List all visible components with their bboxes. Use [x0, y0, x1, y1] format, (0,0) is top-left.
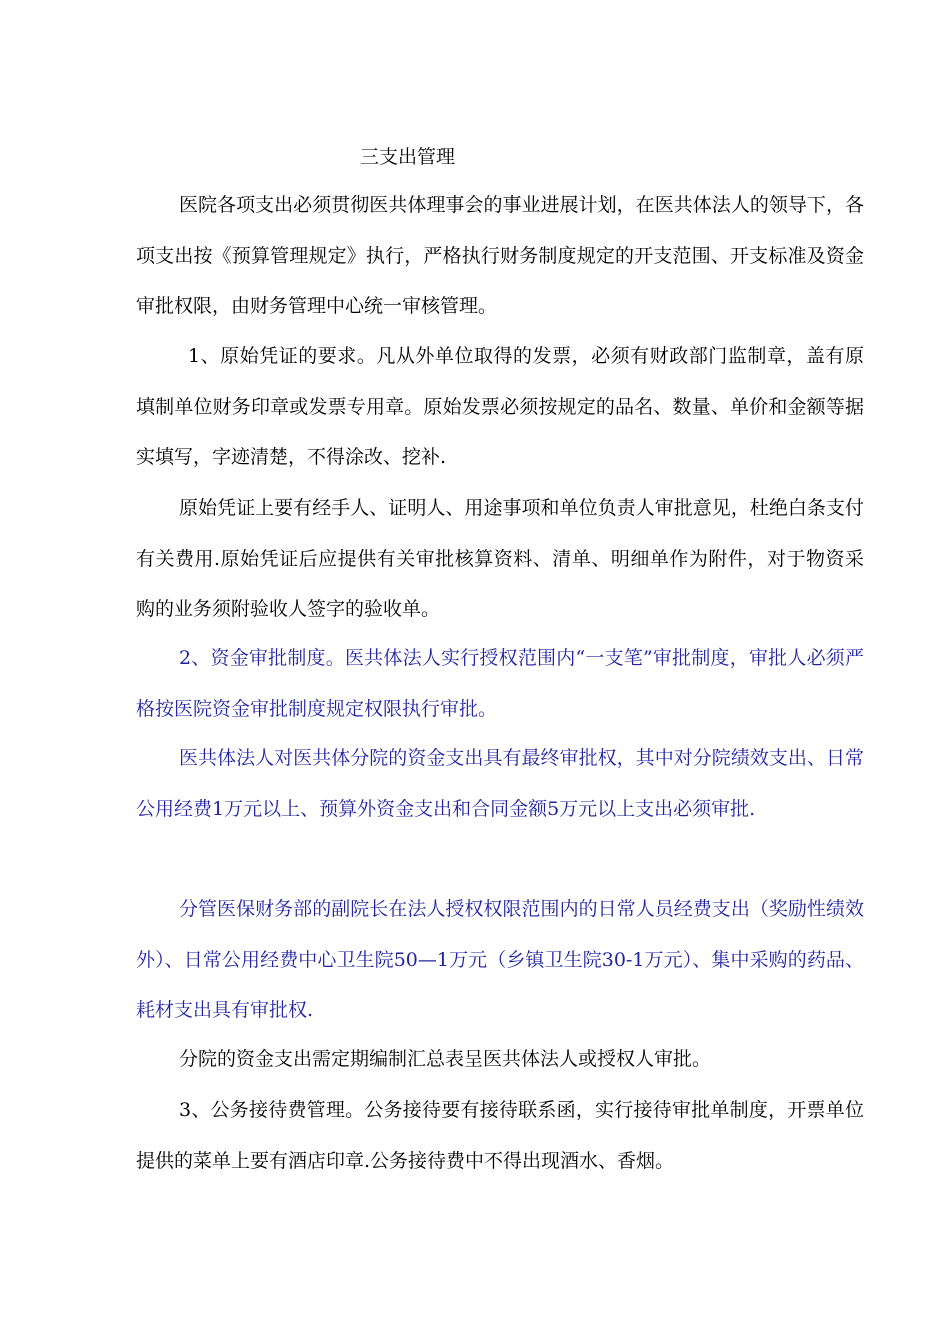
paragraph-branch-summary: 分院的资金支出需定期编制汇总表呈医共体法人或授权人审批。: [179, 1048, 712, 1070]
paragraph-voucher-signatures: 原始凭证上要有经手人、证明人、用途事项和单位负责人审批意见，杜绝白条支付有关费用.原始凭证后应提供有关审批核算资料、清单、明细单作为附件，对于物资采购的业务须附验收人签字的验收单。: [136, 497, 864, 620]
paragraph-vice-president-authority: 分管医保财务部的副院长在法人授权权限范围内的日常人员经费支出（奖励性绩效外）、日常公用经费中心卫生院50—1万元（乡镇卫生院30-1万元）、集中采购的药品、耗材支出具有审批权.: [136, 898, 864, 1021]
paragraph-fund-approval-system: 2、资金审批制度。医共体法人实行授权范围内“一支笔”审批制度，审批人必须严格按医院资金审批制度规定权限执行审批。: [136, 647, 864, 720]
section-heading: 三支出管理: [360, 146, 456, 168]
paragraph-final-approval-authority: 医共体法人对医共体分院的资金支出具有最终审批权，其中对分院绩效支出、日常公用经费1万元以上、预算外资金支出和合同金额5万元以上支出必须审批.: [136, 747, 864, 820]
paragraph-expenditure-overview: 医院各项支出必须贯彻医共体理事会的事业进展计划，在医共体法人的领导下，各项支出按《预算管理规定》执行，严格执行财务制度规定的开支范围、开支标准及资金审批权限，由财务管理中心统一审核管理。: [136, 194, 864, 317]
paragraph-original-voucher-requirements: 1、原始凭证的要求。凡从外单位取得的发票，必须有财政部门监制章，盖有原填制单位财务印章或发票专用章。原始发票必须按规定的品名、数量、单价和金额等据实填写，字迹清楚，不得涂改、挖补.: [136, 345, 864, 468]
paragraph-reception-expenses: 3、公务接待费管理。公务接待要有接待联系函，实行接待审批单制度，开票单位提供的菜单上要有酒店印章.公务接待费中不得出现酒水、香烟。: [136, 1099, 864, 1172]
